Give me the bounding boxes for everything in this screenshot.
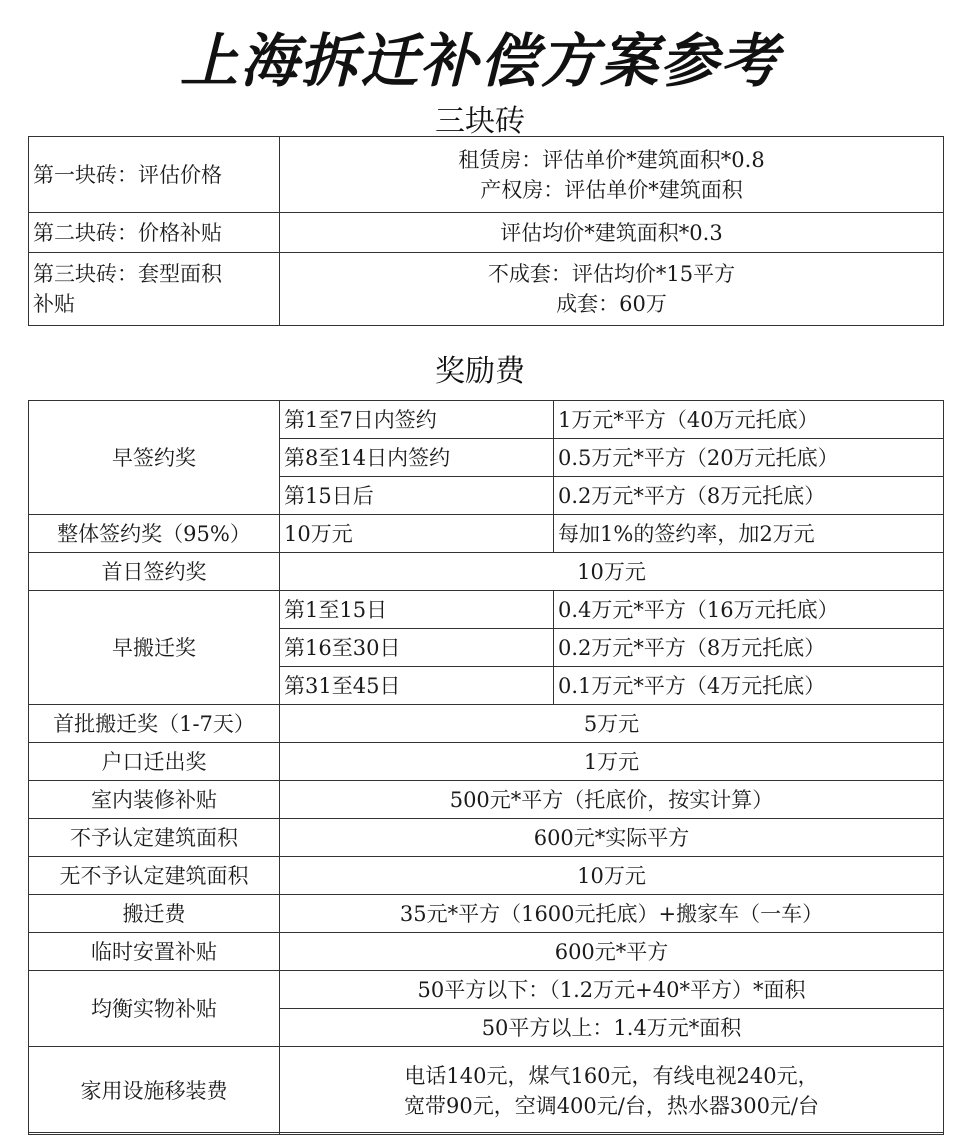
- reward-label: 首批搬迁奖（1-7天）: [29, 705, 280, 743]
- reward-value: 500元*平方（托底价，按实计算）: [280, 781, 944, 819]
- brick-2-label: 第二块砖：价格补贴: [29, 213, 280, 253]
- reward-label: 不予认定建筑面积: [29, 819, 280, 857]
- reward-label: 无不予认定建筑面积: [29, 857, 280, 895]
- table-row: [29, 819, 944, 857]
- early-move-label: 早搬迁奖: [29, 591, 280, 705]
- first-day-sign-label: 首日签约奖: [29, 553, 280, 591]
- table-row: [29, 895, 944, 933]
- table-row: [29, 1047, 944, 1135]
- reward-label: 室内装修补贴: [29, 781, 280, 819]
- reward-label: 搬迁费: [29, 895, 280, 933]
- brick-1-value: 租赁房：评估单价*建筑面积*0.8 产权房：评估单价*建筑面积: [280, 137, 944, 213]
- table-row: [29, 553, 944, 591]
- table-row: [29, 933, 944, 971]
- early-move-period: 第16至30日: [280, 629, 554, 667]
- bricks-table: [28, 136, 944, 326]
- reward-value: 10万元: [280, 857, 944, 895]
- table-row: [29, 401, 944, 439]
- early-sign-amount: 0.2万元*平方（8万元托底）: [554, 477, 944, 515]
- first-day-sign-amount: 10万元: [280, 553, 944, 591]
- table-row: [29, 213, 944, 253]
- facility-label: 家用设施移装费: [29, 1047, 280, 1135]
- early-move-amount: 0.4万元*平方（16万元托底）: [554, 591, 944, 629]
- brick-3-value: 不成套：评估均价*15平方 成套：60万: [280, 253, 944, 326]
- reward-value: 1万元: [280, 743, 944, 781]
- section-heading-rewards: 奖励费: [435, 354, 525, 389]
- reward-value: 600元*实际平方: [280, 819, 944, 857]
- balance-value: 50平方以下：（1.2万元+40*平方）*面积: [280, 971, 944, 1009]
- overall-sign-amount: 10万元: [280, 515, 554, 553]
- brick-3-label: 第三块砖：套型面积 补贴: [29, 253, 280, 326]
- reward-label: 临时安置补贴: [29, 933, 280, 971]
- early-move-amount: 0.1万元*平方（4万元托底）: [554, 667, 944, 705]
- brick-2-value: 评估均价*建筑面积*0.3: [280, 213, 944, 253]
- table-row: [29, 743, 944, 781]
- early-sign-label: 早签约奖: [29, 401, 280, 515]
- early-sign-amount: 1万元*平方（40万元托底）: [554, 401, 944, 439]
- overall-sign-label: 整体签约奖（95%）: [29, 515, 280, 553]
- table-continuation-divider: [28, 1132, 943, 1133]
- early-move-amount: 0.2万元*平方（8万元托底）: [554, 629, 944, 667]
- page-title: 上海拆迁补偿方案参考: [179, 27, 780, 95]
- early-sign-amount: 0.5万元*平方（20万元托底）: [554, 439, 944, 477]
- balance-value: 50平方以上：1.4万元*面积: [280, 1009, 944, 1047]
- early-move-period: 第1至15日: [280, 591, 554, 629]
- table-row: [29, 591, 944, 629]
- facility-value: 电话140元，煤气160元，有线电视240元， 宽带90元，空调400元/台，热水器300元/台: [280, 1047, 944, 1135]
- overall-sign-note: 每加1%的签约率，加2万元: [554, 515, 944, 553]
- table-row: [29, 971, 944, 1009]
- early-sign-period: 第1至7日内签约: [280, 401, 554, 439]
- table-row: [29, 705, 944, 743]
- reward-value: 5万元: [280, 705, 944, 743]
- reward-value: 35元*平方（1600元托底）+搬家车（一车）: [280, 895, 944, 933]
- table-row: [29, 857, 944, 895]
- reward-label: 户口迁出奖: [29, 743, 280, 781]
- table-row: [29, 253, 944, 326]
- table-row: [29, 515, 944, 553]
- reward-value: 600元*平方: [280, 933, 944, 971]
- balance-label: 均衡实物补贴: [29, 971, 280, 1047]
- early-move-period: 第31至45日: [280, 667, 554, 705]
- section-heading-bricks: 三块砖: [435, 104, 525, 139]
- brick-1-label: 第一块砖：评估价格: [29, 137, 280, 213]
- early-sign-period: 第15日后: [280, 477, 554, 515]
- table-row: [29, 137, 944, 213]
- table-row: [29, 781, 944, 819]
- early-sign-period: 第8至14日内签约: [280, 439, 554, 477]
- rewards-table: [28, 400, 944, 1135]
